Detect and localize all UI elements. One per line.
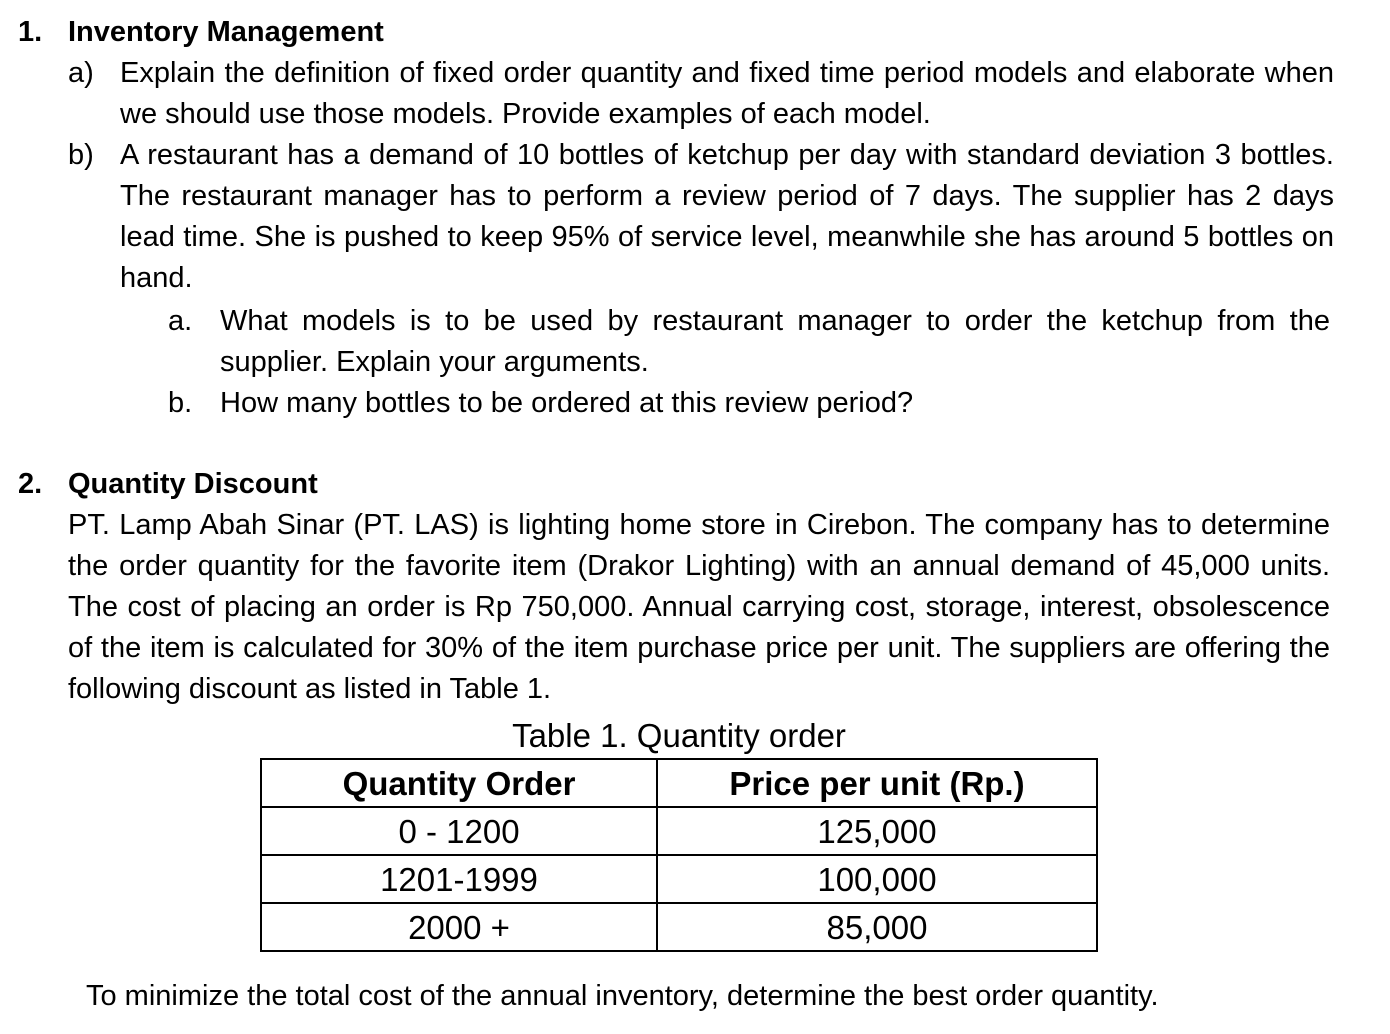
subitem-1b-a-label: a. xyxy=(168,305,193,337)
subitem-1b-b-label: b. xyxy=(168,387,193,419)
item-1b xyxy=(68,135,1334,299)
section-2-paragraph-text: PT. Lamp Abah Sinar (PT. LAS) is lighting home store in Cirebon. The company has to determine the order quantity for the favorite item (Drakor Lighting) with an annual demand of 45,000 units. The cost of placing an order is Rp 750,000. Annual carrying cost, storage, interest, obsolescence of the item is calculated for 30% of the item purchase price per unit. The suppliers are offering the following discount as listed in Table 1. xyxy=(68,509,1330,705)
section-2-heading xyxy=(18,464,318,505)
section-2-title: Quantity Discount xyxy=(68,468,318,500)
header-price-per-unit: Price per unit (Rp.) xyxy=(657,759,1097,807)
section-1-heading xyxy=(18,12,384,53)
closing-instruction: To minimize the total cost of the annual inventory, determine the best order quantity. xyxy=(86,980,1159,1012)
subitem-1b-b-text: How many bottles to be ordered at this review period? xyxy=(220,387,914,419)
table-caption: Table 1. Quantity order xyxy=(512,717,846,754)
section-2-number: 2. xyxy=(18,468,43,500)
header-quantity-order: Quantity Order xyxy=(261,759,657,807)
price-cell: 125,000 xyxy=(657,807,1097,855)
quantity-cell: 2000 + xyxy=(261,903,657,951)
table-header-row xyxy=(261,759,1097,807)
section-1-number: 1. xyxy=(18,16,43,48)
table-row xyxy=(261,807,1097,855)
subitem-1b-a xyxy=(168,301,1330,383)
subitem-1b-b xyxy=(168,383,1330,424)
item-1b-text: A restaurant has a demand of 10 bottles of ketchup per day with standard deviation 3 bottles. The restaurant manager has to perform a review period of 7 days. The supplier has 2 days lead time. She is pushed to keep 95% of service level, meanwhile she has around 5 bottles on hand. xyxy=(120,139,1334,294)
item-1b-label: b) xyxy=(68,139,94,171)
item-1a xyxy=(68,53,1334,135)
item-1a-text: Explain the definition of fixed order quantity and fixed time period models and elaborate when we should use those models. Provide examples of each model. xyxy=(120,57,1334,130)
quantity-cell: 1201-1999 xyxy=(261,855,657,903)
table-row xyxy=(261,903,1097,951)
price-cell: 100,000 xyxy=(657,855,1097,903)
section-2-paragraph xyxy=(68,505,1330,710)
price-cell: 85,000 xyxy=(657,903,1097,951)
section-1-title: Inventory Management xyxy=(68,16,384,48)
subitem-1b-a-text: What models is to be used by restaurant manager to order the ketchup from the supplier. Explain your arguments. xyxy=(220,305,1330,378)
table-row xyxy=(261,855,1097,903)
quantity-discount-table xyxy=(260,758,1098,952)
item-1a-label: a) xyxy=(68,57,94,89)
quantity-cell: 0 - 1200 xyxy=(261,807,657,855)
